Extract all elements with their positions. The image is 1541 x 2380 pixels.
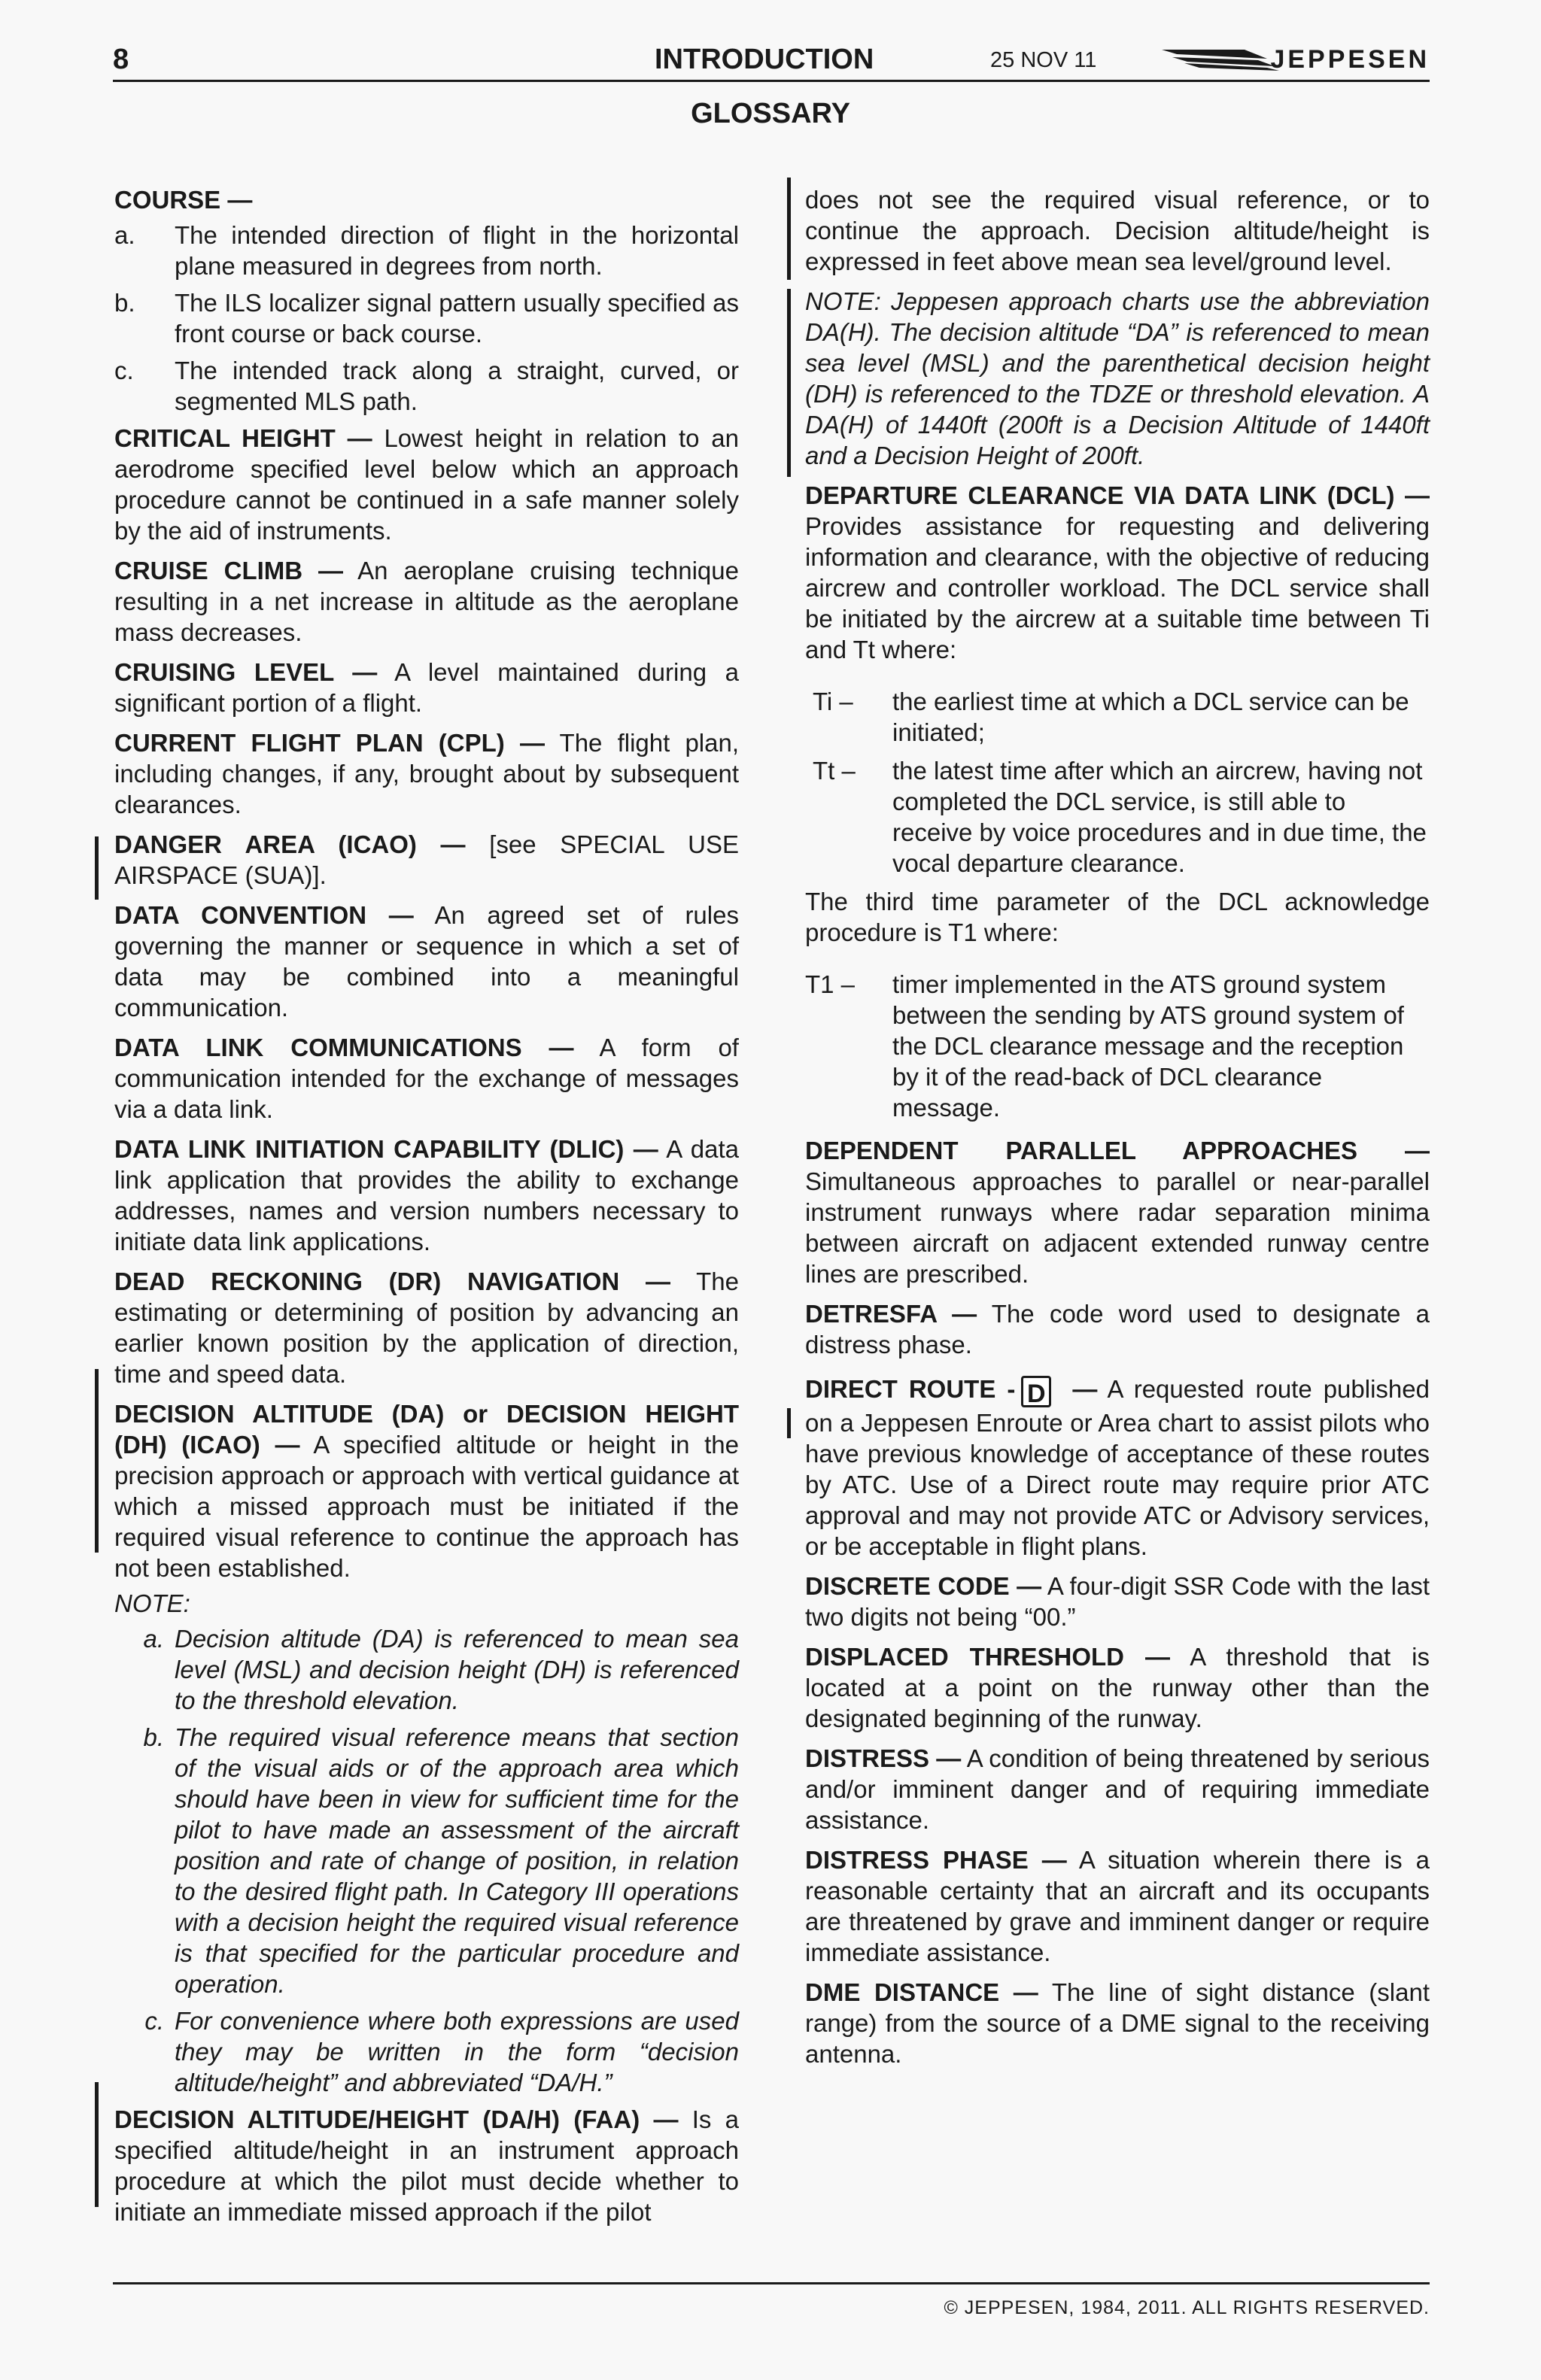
term-dead-reckoning: DEAD RECKONING (DR) NAVIGATION —	[114, 1267, 670, 1295]
definition-text: Simultaneous approaches to parallel or near-parallel instrument runways where radar separation minima between aircraft on adjacent extended runway centre lines are prescribed.	[805, 1167, 1430, 1288]
term-dah-faa: DECISION ALTITUDE/HEIGHT (DA/H) (FAA) —	[114, 2105, 679, 2133]
list-label: a.	[143, 1625, 164, 1653]
change-bar	[787, 1408, 791, 1438]
page-title: GLOSSARY	[691, 98, 850, 129]
definition-text: Is a specified altitude/height in an instrument approach procedure at which the pilot must decide whether to initiate an immediate missed approach if the pilot	[114, 2105, 739, 2226]
definition-text: Provides assistance for requesting and delivering information and clearance, with the objective of reducing aircrew and controller workload. The DCL service shall be initiated by the aircrew at a suitable time between Ti and Tt where:	[805, 512, 1430, 663]
term-dcl: DEPARTURE CLEARANCE VIA DATA LINK (DCL) —	[805, 481, 1430, 509]
glossary-entry	[114, 829, 739, 891]
change-bar	[787, 289, 791, 477]
revision-date: 25 NOV 11	[990, 48, 1097, 72]
term-distress: DISTRESS —	[805, 1744, 962, 1772]
term-displaced-threshold: DISPLACED THRESHOLD —	[805, 1643, 1171, 1671]
term-danger-area: DANGER AREA (ICAO) —	[114, 830, 466, 858]
list-label: c.	[114, 357, 134, 384]
jeppesen-logo-mark	[1162, 42, 1434, 74]
definition-text: [see SPECIAL USE AIRSPACE (SUA)].	[114, 830, 739, 889]
term-critical-height: CRITICAL HEIGHT —	[114, 424, 372, 452]
term-dash: —	[1072, 1375, 1098, 1403]
def-text: the earliest time at which a DCL service can be initiated;	[892, 688, 1409, 746]
glossary-entry	[805, 1743, 1430, 1835]
definition-text: A threshold that is located at a point on the runway other than the designated beginning of the runway.	[805, 1643, 1430, 1732]
note-text: The required visual reference means that section of the visual aids or of the approach area which should have been in view for sufficient time for the pilot to have made an assessment of the aircraft position and rate of change of position, in relation to the desired flight path. In Category III operations with a decision height the required visual reference is that specified for the particular procedure and operation.	[175, 1723, 739, 1998]
definition-text: A level maintained during a significant portion of a flight.	[114, 658, 739, 717]
glossary-entry	[114, 1398, 739, 1583]
definition-continuation: does not see the required visual reference, or to continue the approach. Decision altitude/height is expressed in feet above mean sea level/ground level.	[805, 186, 1430, 275]
glossary-entry	[805, 1298, 1430, 1360]
glossary-entry	[114, 1032, 739, 1125]
jeppesen-logo	[1162, 42, 1434, 74]
glossary-entry	[114, 1134, 739, 1257]
page-number: 8	[113, 44, 129, 75]
term-data-convention: DATA CONVENTION —	[114, 901, 414, 929]
def-label: T1 –	[805, 970, 856, 998]
change-bar	[95, 1369, 99, 1553]
note-text: NOTE: Jeppesen approach charts use the abbreviation DA(H). The decision altitude “DA” is referenced to mean sea level (MSL) and the parenthetical decision height (DH) is referenced to the TDZE or threshold elevation. A DA(H) of 1440ft (200ft is a Decision Altitude of 1440ft and a Decision Height of 200ft.	[805, 287, 1430, 469]
definition-text: The flight plan, including changes, if any, brought about by subsequent clearances.	[114, 729, 739, 818]
definition-text: A condition of being threatened by serious and/or imminent danger and of requiring immediate assistance.	[805, 1744, 1430, 1834]
term-da-dh: DECISION ALTITUDE (DA) or DECISION HEIGHT (DH) (ICAO) —	[114, 1400, 739, 1459]
definition-text: The intended track along a straight, curved, or segmented MLS path.	[175, 357, 739, 415]
glossary-entry	[805, 480, 1430, 665]
glossary-entry	[114, 727, 739, 820]
list-label: b.	[143, 1723, 164, 1751]
direct-route-symbol-icon: D	[1021, 1376, 1051, 1407]
def-text: the latest time after which an aircrew, having not completed the DCL service, is still able to receive by voice procedures and in due time, the vocal departure clearance.	[892, 757, 1427, 877]
definition-text: The estimating or determining of position by advancing an earlier known position by the application of direction, time and speed data.	[114, 1267, 740, 1388]
term-distress-phase: DISTRESS PHASE —	[805, 1846, 1067, 1874]
definition-text: A requested route published on a Jeppesen Enroute or Area chart to assist pilots who have previous knowledge of acceptance of these routes by ATC. Use of a Direct route may require prior ATC approval and may not provide ATC or Advisory services, or be acceptable in flight plans.	[805, 1375, 1430, 1560]
logo-text: JEPPESEN	[1270, 45, 1430, 74]
term-discrete-code: DISCRETE CODE —	[805, 1572, 1042, 1600]
glossary-entry	[805, 1844, 1430, 1968]
term-cruise-climb: CRUISE CLIMB —	[114, 557, 344, 584]
change-bar	[95, 836, 99, 900]
term-detresfa: DETRESFA —	[805, 1300, 977, 1328]
note-list	[114, 1623, 739, 2098]
term-dependent-parallel: DEPENDENT PARALLEL APPROACHES —	[805, 1137, 1430, 1164]
glossary-entry	[114, 1266, 739, 1389]
note-label: NOTE:	[114, 1589, 190, 1617]
change-bar	[787, 178, 791, 280]
footer-rule	[113, 2282, 1430, 2284]
glossary-entry	[805, 1135, 1430, 1289]
definition-text: An aeroplane cruising technique resulting in a net increase in altitude as the aeroplane mass decreases.	[114, 557, 739, 646]
definition-text: The ILS localizer signal pattern usually specified as front course or back course.	[175, 289, 739, 348]
term-course: COURSE —	[114, 186, 253, 214]
def-text: timer implemented in the ATS ground system between the sending by ATS ground system of the DCL clearance message and the reception by it of the read-back of DCL clearance message.	[892, 970, 1404, 1122]
glossary-column-left	[114, 184, 739, 2236]
term-dlic: DATA LINK INITIATION CAPABILITY (DLIC) —	[114, 1135, 658, 1163]
glossary-entry	[805, 1977, 1430, 2069]
def-label: Ti –	[813, 688, 853, 715]
definition-text: The intended direction of flight in the horizontal plane measured in degrees from north.	[175, 221, 739, 280]
definition-text: The line of sight distance (slant range) from the source of a DME signal to the receiving antenna.	[805, 1978, 1430, 2068]
glossary-entry	[805, 1641, 1430, 1734]
list-label: a.	[114, 221, 135, 249]
note-text: For convenience where both expressions are used they may be written in the form “decision altitude/height” and abbreviated “DA/H.”	[175, 2007, 739, 2096]
note-text: Decision altitude (DA) is referenced to mean sea level (MSL) and decision height (DH) is referenced to the threshold elevation.	[175, 1625, 739, 1714]
glossary-column-right	[805, 184, 1430, 2078]
definition-text: The third time parameter of the DCL acknowledge procedure is T1 where:	[805, 888, 1430, 946]
definition-text: A data link application that provides the ability to exchange addresses, names and version numbers necessary to initiate data link applications.	[114, 1135, 739, 1255]
term-cpl: CURRENT FLIGHT PLAN (CPL) —	[114, 729, 545, 757]
copyright-notice: © JEPPESEN, 1984, 2011. ALL RIGHTS RESERVED.	[944, 2297, 1430, 2318]
term-cruising-level: CRUISING LEVEL —	[114, 658, 378, 686]
definition-text: A specified altitude or height in the precision approach or approach with vertical guidance at which a missed approach must be initiated if the required visual reference to continue the approach has not been established.	[114, 1431, 739, 1582]
definition-text: A situation wherein there is a reasonable certainty that an aircraft and its occupants are threatened by grave and imminent danger or require immediate assistance.	[805, 1846, 1430, 1966]
glossary-entry	[114, 423, 739, 546]
def-label: Tt –	[813, 757, 856, 785]
glossary-entry	[114, 900, 739, 1023]
definition-text: A four-digit SSR Code with the last two digits not being “00.”	[805, 1572, 1430, 1631]
header-rule	[113, 80, 1430, 82]
list-label: c.	[144, 2007, 164, 2035]
definition-text: Lowest height in relation to an aerodrome specified level below which an approach procedure cannot be continued in a safe manner solely by the aid of instruments.	[114, 424, 740, 545]
definition-text: The code word used to designate a distress phase.	[805, 1300, 1430, 1358]
section-title: INTRODUCTION	[655, 44, 874, 75]
glossary-entry	[805, 1571, 1430, 1632]
glossary-entry	[114, 2104, 739, 2227]
glossary-entry	[805, 1374, 1430, 1562]
term-data-link-communications: DATA LINK COMMUNICATIONS —	[114, 1034, 574, 1061]
definition-text: An agreed set of rules governing the manner or sequence in which a set of data may be combined into a meaningful communication.	[114, 901, 739, 1022]
change-bar	[95, 2082, 99, 2207]
list-label: b.	[114, 289, 135, 317]
term-dme-distance: DME DISTANCE —	[805, 1978, 1038, 2006]
definition-text: A form of communication intended for the exchange of messages via a data link.	[114, 1034, 739, 1123]
term-direct-route: DIRECT ROUTE -	[805, 1375, 1016, 1403]
glossary-entry	[114, 657, 739, 718]
glossary-entry	[114, 555, 739, 648]
